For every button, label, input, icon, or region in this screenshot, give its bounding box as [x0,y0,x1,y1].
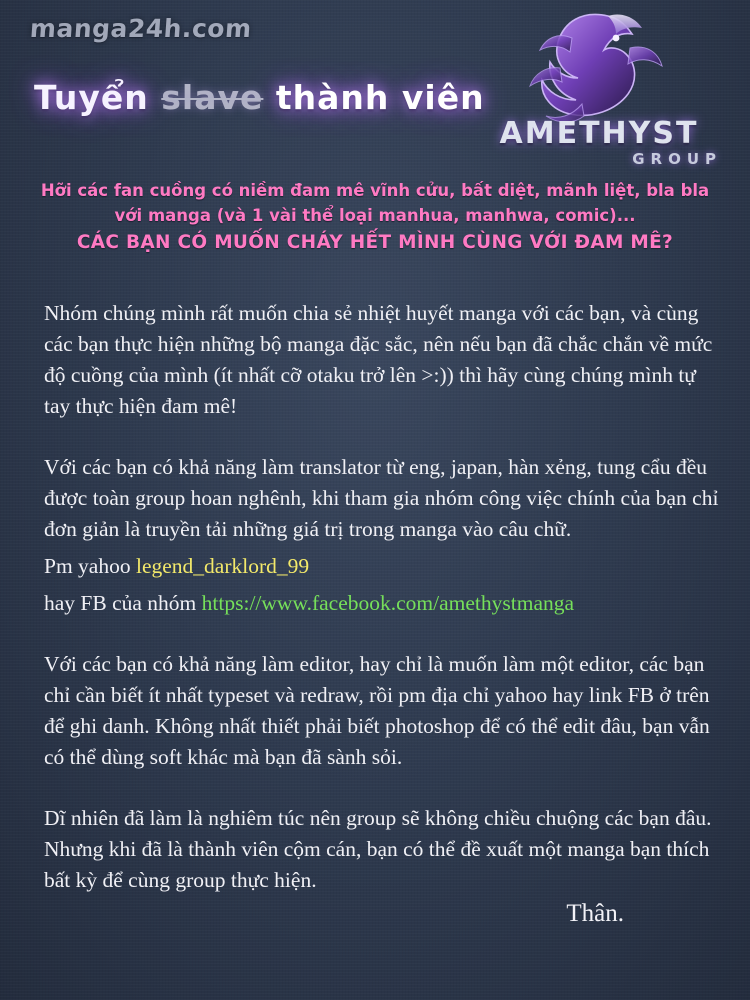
paragraph-4: Dĩ nhiên đã làm là nghiêm túc nên group sẽ không chiều chuộng các bạn đâu. Nhưng khi đã là thành viên cộm cán, bạn có thể đề xuất một manga bạn thích bất kỳ để cùng group thực hiện. [44,806,712,892]
body-content [44,298,720,926]
site-watermark: manga24h.com [28,14,253,43]
facebook-label: hay FB của nhóm [44,591,197,615]
facebook-contact-line [44,588,720,619]
intro-line-3: CÁC BẠN CÓ MUỐN CHÁY HẾT MÌNH CÙNG VỚI ĐAM MÊ? [76,232,674,253]
paragraph-2: Với các bạn có khả năng làm translator từ eng, japan, hàn xẻng, tung cẩu đều được toàn group hoan nghênh, khi tham gia nhóm công việc chính của bạn chỉ đơn giản là truyền tải những giá trị trong manga vào câu chữ. [44,455,719,541]
title-struck-word: slave [161,78,264,117]
logo-title: AMETHYST [499,116,699,151]
paragraph-1: Nhóm chúng mình rất muốn chia sẻ nhiệt huyết manga với các bạn, và cùng các bạn thực hiện những bộ manga đặc sắc, nên nếu bạn đã chắc chắn về mức độ cuồng của mình (ít nhất cỡ otaku trở lên >:)) thì hãy cùng chúng mình tự tay thực hiện đam mê! [44,301,713,418]
title-part-2: thành viên [275,78,485,117]
dragon-icon [462,8,732,128]
intro-block [0,178,750,255]
paragraph-3: Với các bạn có khả năng làm editor, hay chỉ là muốn làm một editor, các bạn chỉ cần biết ít nhất typeset và redraw, rồi pm địa chỉ yahoo hay link FB ở trên để ghi danh. Không nhất thiết phải biết photoshop để có thể edit đâu, bạn vẫn có thể dùng soft khác mà bạn đã sành sỏi. [44,652,710,769]
yahoo-contact-line [44,551,720,582]
yahoo-id[interactable]: legend_darklord_99 [135,554,310,578]
title-part-1: Tuyển [34,78,149,117]
signature: Thân. [566,900,624,927]
intro-line-2: với manga (và 1 vài thể loại manhua, manhwa, comic)... [114,206,636,225]
logo-subtitle: GROUP [632,150,722,168]
facebook-link[interactable]: https://www.facebook.com/amethystmanga [201,591,575,615]
intro-line-1: Hỡi các fan cuồng có niềm đam mê vĩnh cửu, bất diệt, mãnh liệt, bla bla [40,181,710,200]
yahoo-label: Pm yahoo [44,554,131,578]
amethyst-group-logo [462,8,732,168]
page-title [34,78,485,117]
